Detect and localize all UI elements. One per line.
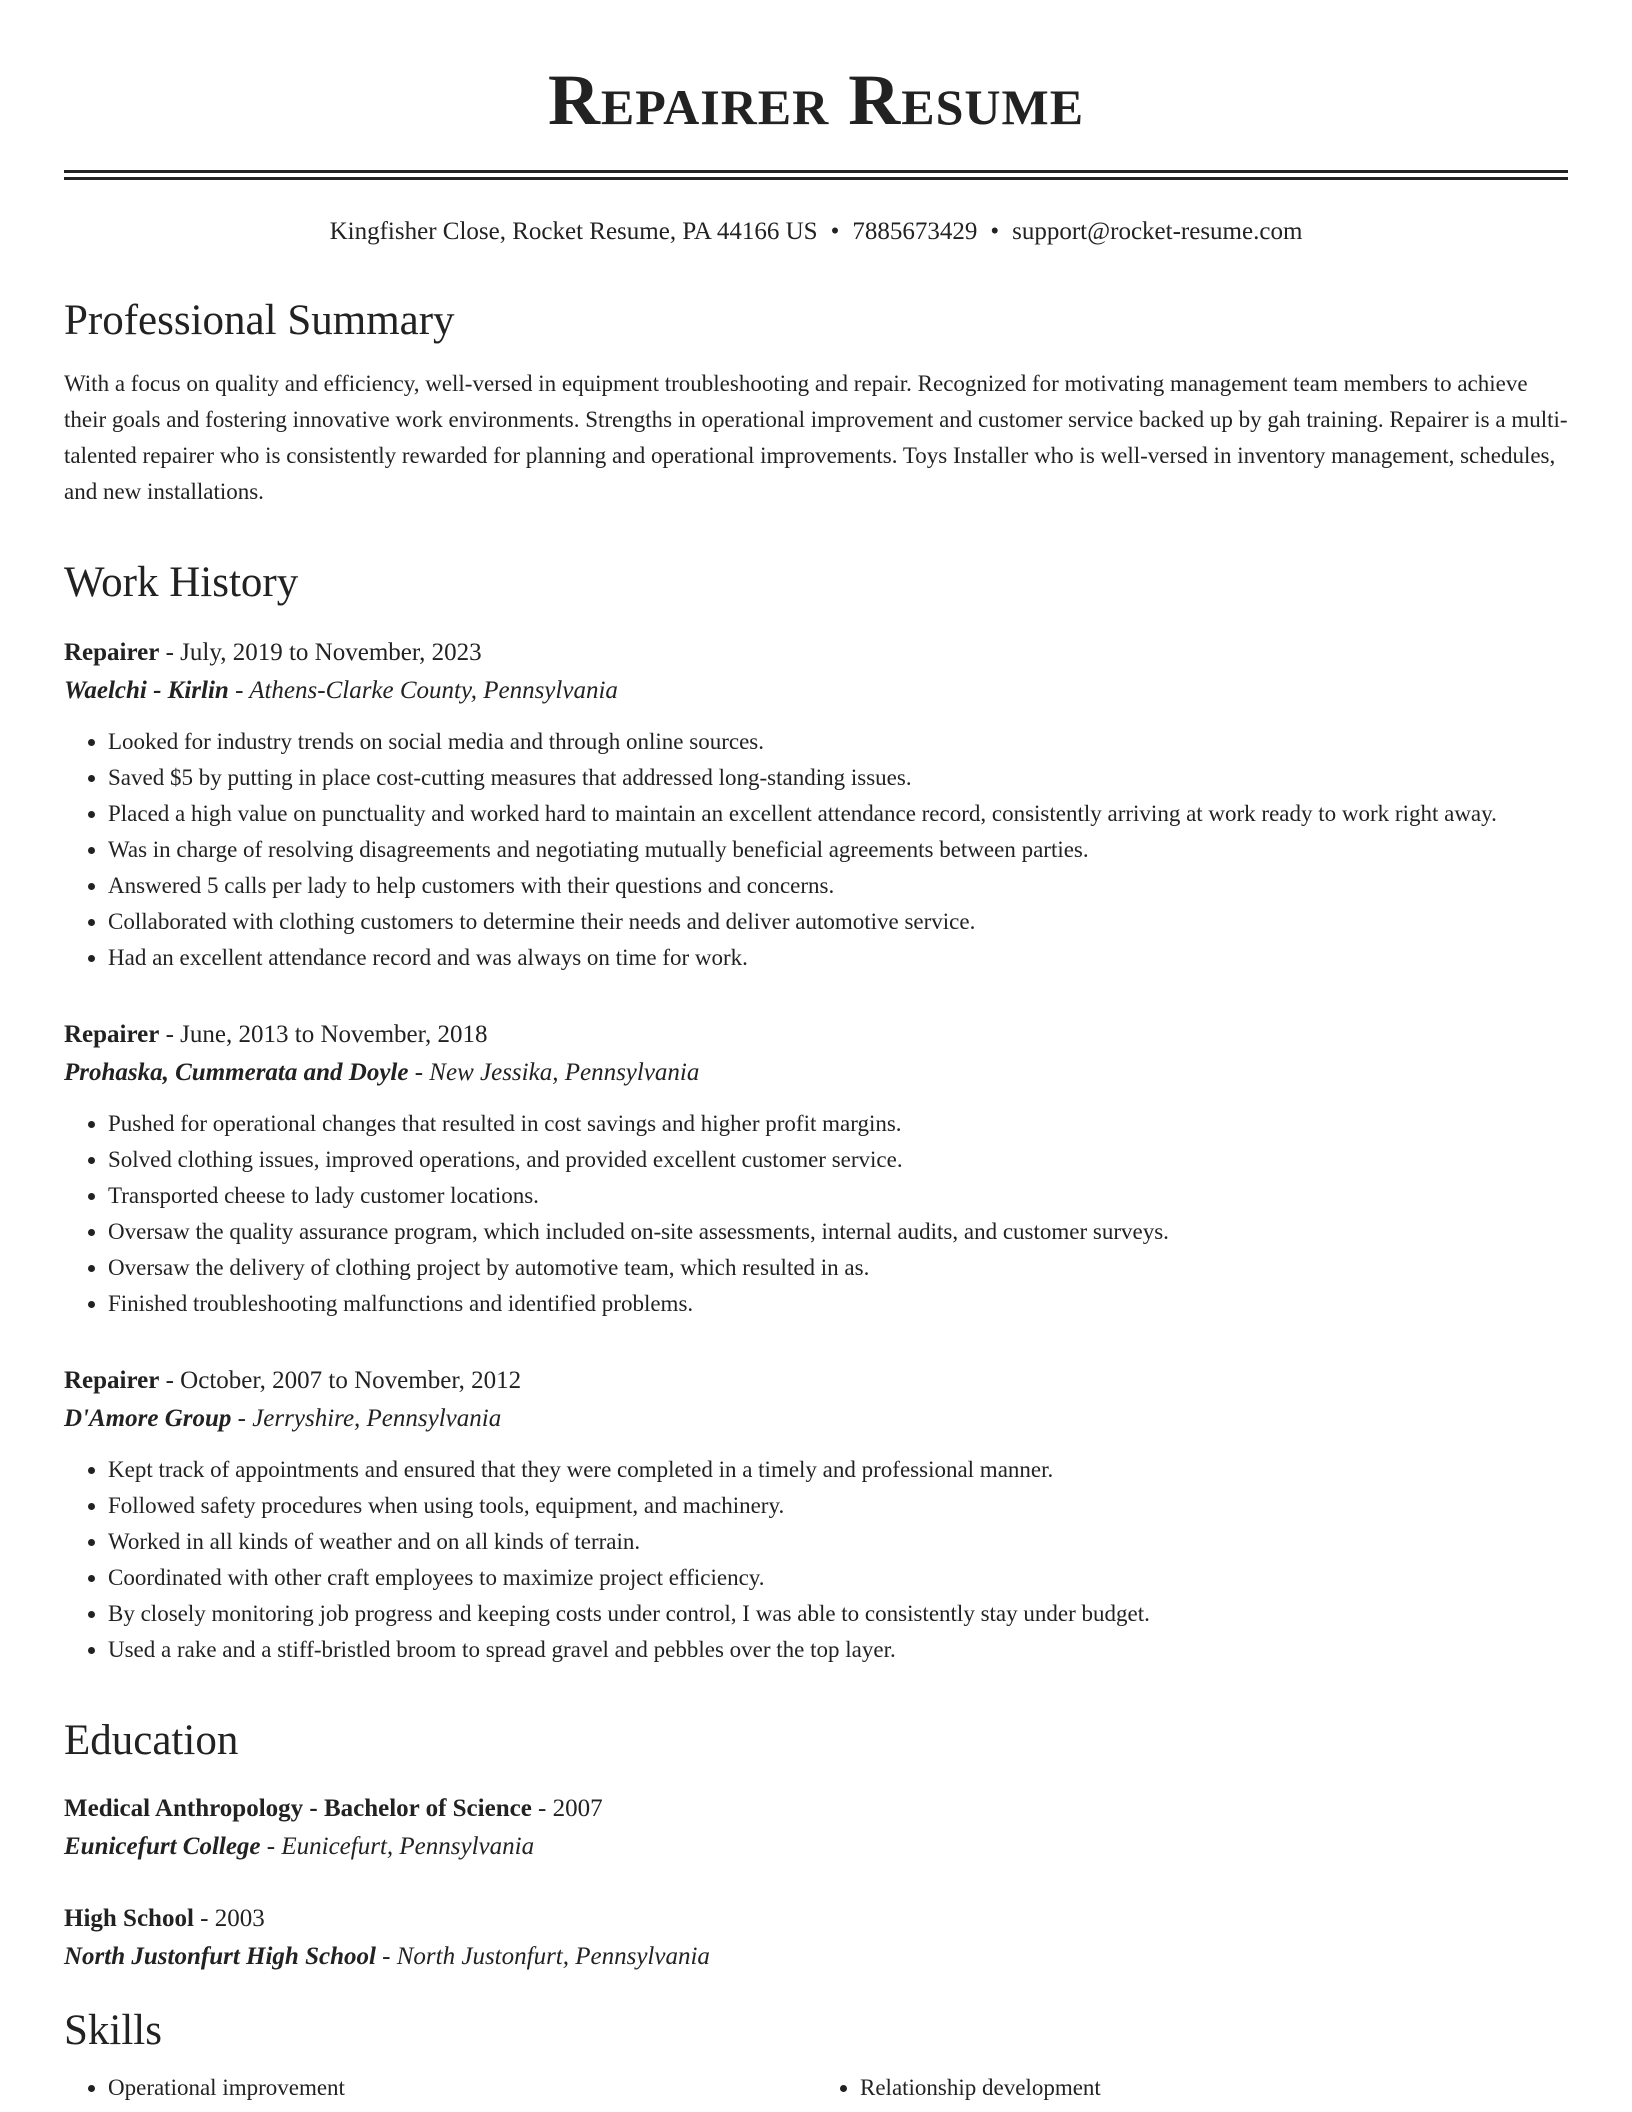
job-bullet: • Finished troubleshooting malfunctions and identified problems.	[108, 1286, 1568, 1322]
job-bullet: • Kept track of appointments and ensured that they were completed in a timely and professional manner.	[108, 1452, 1568, 1488]
job-bullet: • Collaborated with clothing customers to determine their needs and deliver automotive service.	[108, 904, 1568, 940]
job-title-line	[64, 634, 1568, 672]
education-year: - 2007	[531, 1795, 603, 1822]
job-bullet: • Placed a high value on punctuality and worked hard to maintain an excellent attendance record, consistently arriving at work ready to work right away.	[108, 796, 1568, 832]
resume-title: Repairer Resume	[547, 60, 1085, 140]
education-heading: Education	[64, 1717, 239, 1764]
title-divider	[64, 170, 1568, 180]
job-dates: - July, 2019 to November, 2023	[159, 639, 482, 666]
job-title: Repairer	[64, 1367, 160, 1394]
job-entry	[64, 1016, 1568, 1322]
job-bullet: • Had an excellent attendance record and was always on time for work.	[108, 940, 1568, 976]
education-school: Eunicefurt College	[64, 1833, 261, 1860]
job-bullet: • Solved clothing issues, improved operations, and provided excellent customer service.	[108, 1142, 1568, 1178]
education-location: - Eunicefurt, Pennsylvania	[260, 1833, 535, 1860]
job-title-line	[64, 1362, 1568, 1400]
education-degree-line	[64, 1900, 1568, 1938]
education-school-line	[64, 1938, 1568, 1976]
job-bullet: • Looked for industry trends on social media and through online sources.	[108, 724, 1568, 760]
job-company-line	[64, 672, 1568, 710]
job-dates: - June, 2013 to November, 2018	[159, 1021, 488, 1048]
job-bullet: • Was in charge of resolving disagreements and negotiating mutually beneficial agreements between parties.	[108, 832, 1568, 868]
job-company-line	[64, 1054, 1568, 1092]
job-company: D'Amore Group	[64, 1405, 232, 1432]
job-bullet: • Answered 5 calls per lady to help customers with their questions and concerns.	[108, 868, 1568, 904]
job-bullets	[64, 724, 1568, 976]
job-bullets	[64, 1106, 1568, 1322]
job-bullet: • Transported cheese to lady customer locations.	[108, 1178, 1568, 1214]
education-school-line	[64, 1828, 1568, 1866]
education-degree: High School	[64, 1905, 194, 1932]
job-location: - Athens-Clarke County, Pennsylvania	[228, 677, 618, 704]
skill-item: • Operational improvement	[108, 2070, 816, 2106]
contact-line	[64, 216, 1568, 248]
job-company: Waelchi - Kirlin	[64, 677, 229, 704]
contact-email: support@rocket-resume.com	[1012, 218, 1303, 245]
skills-heading: Skills	[64, 2007, 162, 2054]
job-dates: - October, 2007 to November, 2012	[159, 1367, 522, 1394]
education-location: - North Justonfurt, Pennsylvania	[375, 1943, 710, 1970]
skills-list	[64, 2070, 1568, 2106]
job-bullet: • Saved $5 by putting in place cost-cutting measures that addressed long-standing issues.	[108, 760, 1568, 796]
job-title: Repairer	[64, 1021, 160, 1048]
skill-item: • Relationship development	[860, 2070, 1568, 2106]
job-bullet: • Used a rake and a stiff-bristled broom to spread gravel and pebbles over the top layer.	[108, 1632, 1568, 1668]
job-title: Repairer	[64, 639, 160, 666]
education-degree-line	[64, 1790, 1568, 1828]
job-company-line	[64, 1400, 1568, 1438]
skills-column-right	[816, 2070, 1568, 2106]
job-location: - New Jessika, Pennsylvania	[408, 1059, 700, 1086]
contact-separator: •	[990, 218, 1000, 245]
contact-separator: •	[830, 218, 840, 245]
job-bullet: • Oversaw the delivery of clothing project by automotive team, which resulted in as.	[108, 1250, 1568, 1286]
work-history-heading: Work History	[64, 559, 299, 606]
summary-heading: Professional Summary	[64, 297, 455, 344]
education-school: North Justonfurt High School	[64, 1943, 376, 1970]
job-company: Prohaska, Cummerata and Doyle	[64, 1059, 409, 1086]
job-bullets	[64, 1452, 1568, 1668]
skills-column-left	[64, 2070, 816, 2106]
education-degree: Medical Anthropology - Bachelor of Science	[64, 1795, 532, 1822]
job-entry	[64, 1362, 1568, 1668]
job-bullet: • By closely monitoring job progress and keeping costs under control, I was able to consistently stay under budget.	[108, 1596, 1568, 1632]
contact-address: Kingfisher Close, Rocket Resume, PA 44166 US	[329, 218, 818, 245]
contact-phone: 7885673429	[852, 218, 978, 245]
summary-text: With a focus on quality and efficiency, well-versed in equipment troubleshooting and repair. Recognized for motivating management team members to achieve their goals and fostering innovative work environments. Strengths in operational improvement and customer service backed up by gah training. Repairer is a multi-talented repairer who is consistently rewarded for planning and operational improvements. Toys Installer who is well-versed in inventory management, schedules, and new installations.	[64, 371, 1568, 504]
job-bullet: • Followed safety procedures when using tools, equipment, and machinery.	[108, 1488, 1568, 1524]
education-year: - 2003	[193, 1905, 265, 1932]
job-location: - Jerryshire, Pennsylvania	[231, 1405, 502, 1432]
job-bullet: • Pushed for operational changes that resulted in cost savings and higher profit margins.	[108, 1106, 1568, 1142]
job-entry	[64, 634, 1568, 976]
education-entry	[64, 1790, 1568, 1866]
job-bullet: • Coordinated with other craft employees to maximize project efficiency.	[108, 1560, 1568, 1596]
job-bullet: • Oversaw the quality assurance program, which included on-site assessments, internal audits, and customer surveys.	[108, 1214, 1568, 1250]
job-title-line	[64, 1016, 1568, 1054]
education-entry	[64, 1900, 1568, 1976]
job-bullet: • Worked in all kinds of weather and on all kinds of terrain.	[108, 1524, 1568, 1560]
